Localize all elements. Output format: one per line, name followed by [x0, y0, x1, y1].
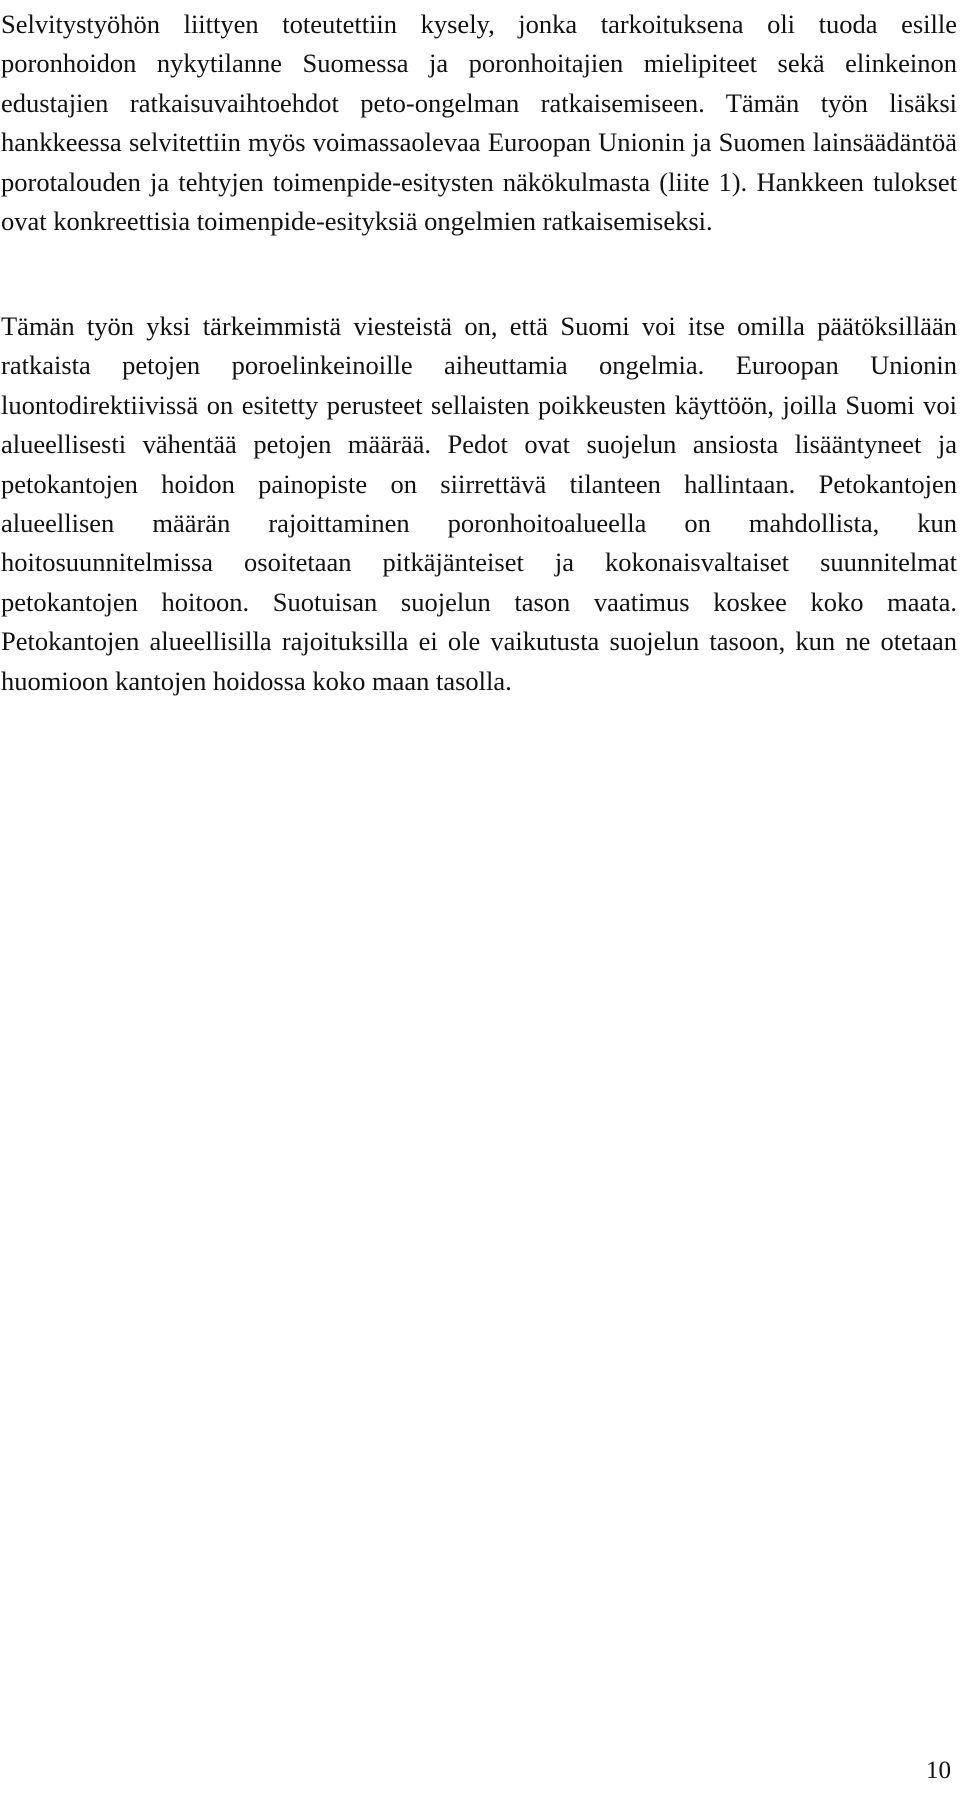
page-number: 10 — [926, 1757, 951, 1784]
paragraph-survey-intro: Selvitystyöhön liittyen toteutettiin kysely, jonka tarkoituksena oli tuoda esille poronhoidon nykytilanne Suomessa ja poronhoitajien mielipiteet sekä elinkeinon edustajien ratkaisuvaihtoehdot peto-ongelman ratkaisemiseen. Tämän työn lisäksi hankkeessa selvitettiin myös voimassaolevaa Euroopan Unionin ja Suomen lainsäädäntöä porotalouden ja tehtyjen toimenpide-esitysten näkökulmasta (liite 1). Hankkeen tulokset ovat konkreettisia toimenpide-esityksiä ongelmien ratkaisemiseksi. — [1, 9, 957, 237]
paragraph-key-message: Tämän työn yksi tärkeimmistä viesteistä on, että Suomi voi itse omilla päätöksillään ratkaista petojen poroelinkeinoille aiheuttamia ongelmia. Euroopan Unionin luontodirektiivissä on esitetty perusteet sellaisten poikkeusten käyttöön, joilla Suomi voi alueellisesti vähentää petojen määrää. Pedot ovat suojelun ansiosta lisääntyneet ja petokantojen hoidon painopiste on siirrettävä tilanteen hallintaan. Petokantojen alueellisen määrän rajoittaminen poronhoitoalueella on mahdollista, kun hoitosuunnitelmissa osoitetaan pitkäjänteiset ja kokonaisvaltaiset suunnitelmat petokantojen hoitoon. Suotuisan suojelun tason vaatimus koskee koko maata. Petokantojen alueellisilla rajoituksilla ei ole vaikutusta suojelun tasoon, kun ne otetaan huomioon kantojen hoidossa koko maan tasolla. — [1, 311, 957, 696]
